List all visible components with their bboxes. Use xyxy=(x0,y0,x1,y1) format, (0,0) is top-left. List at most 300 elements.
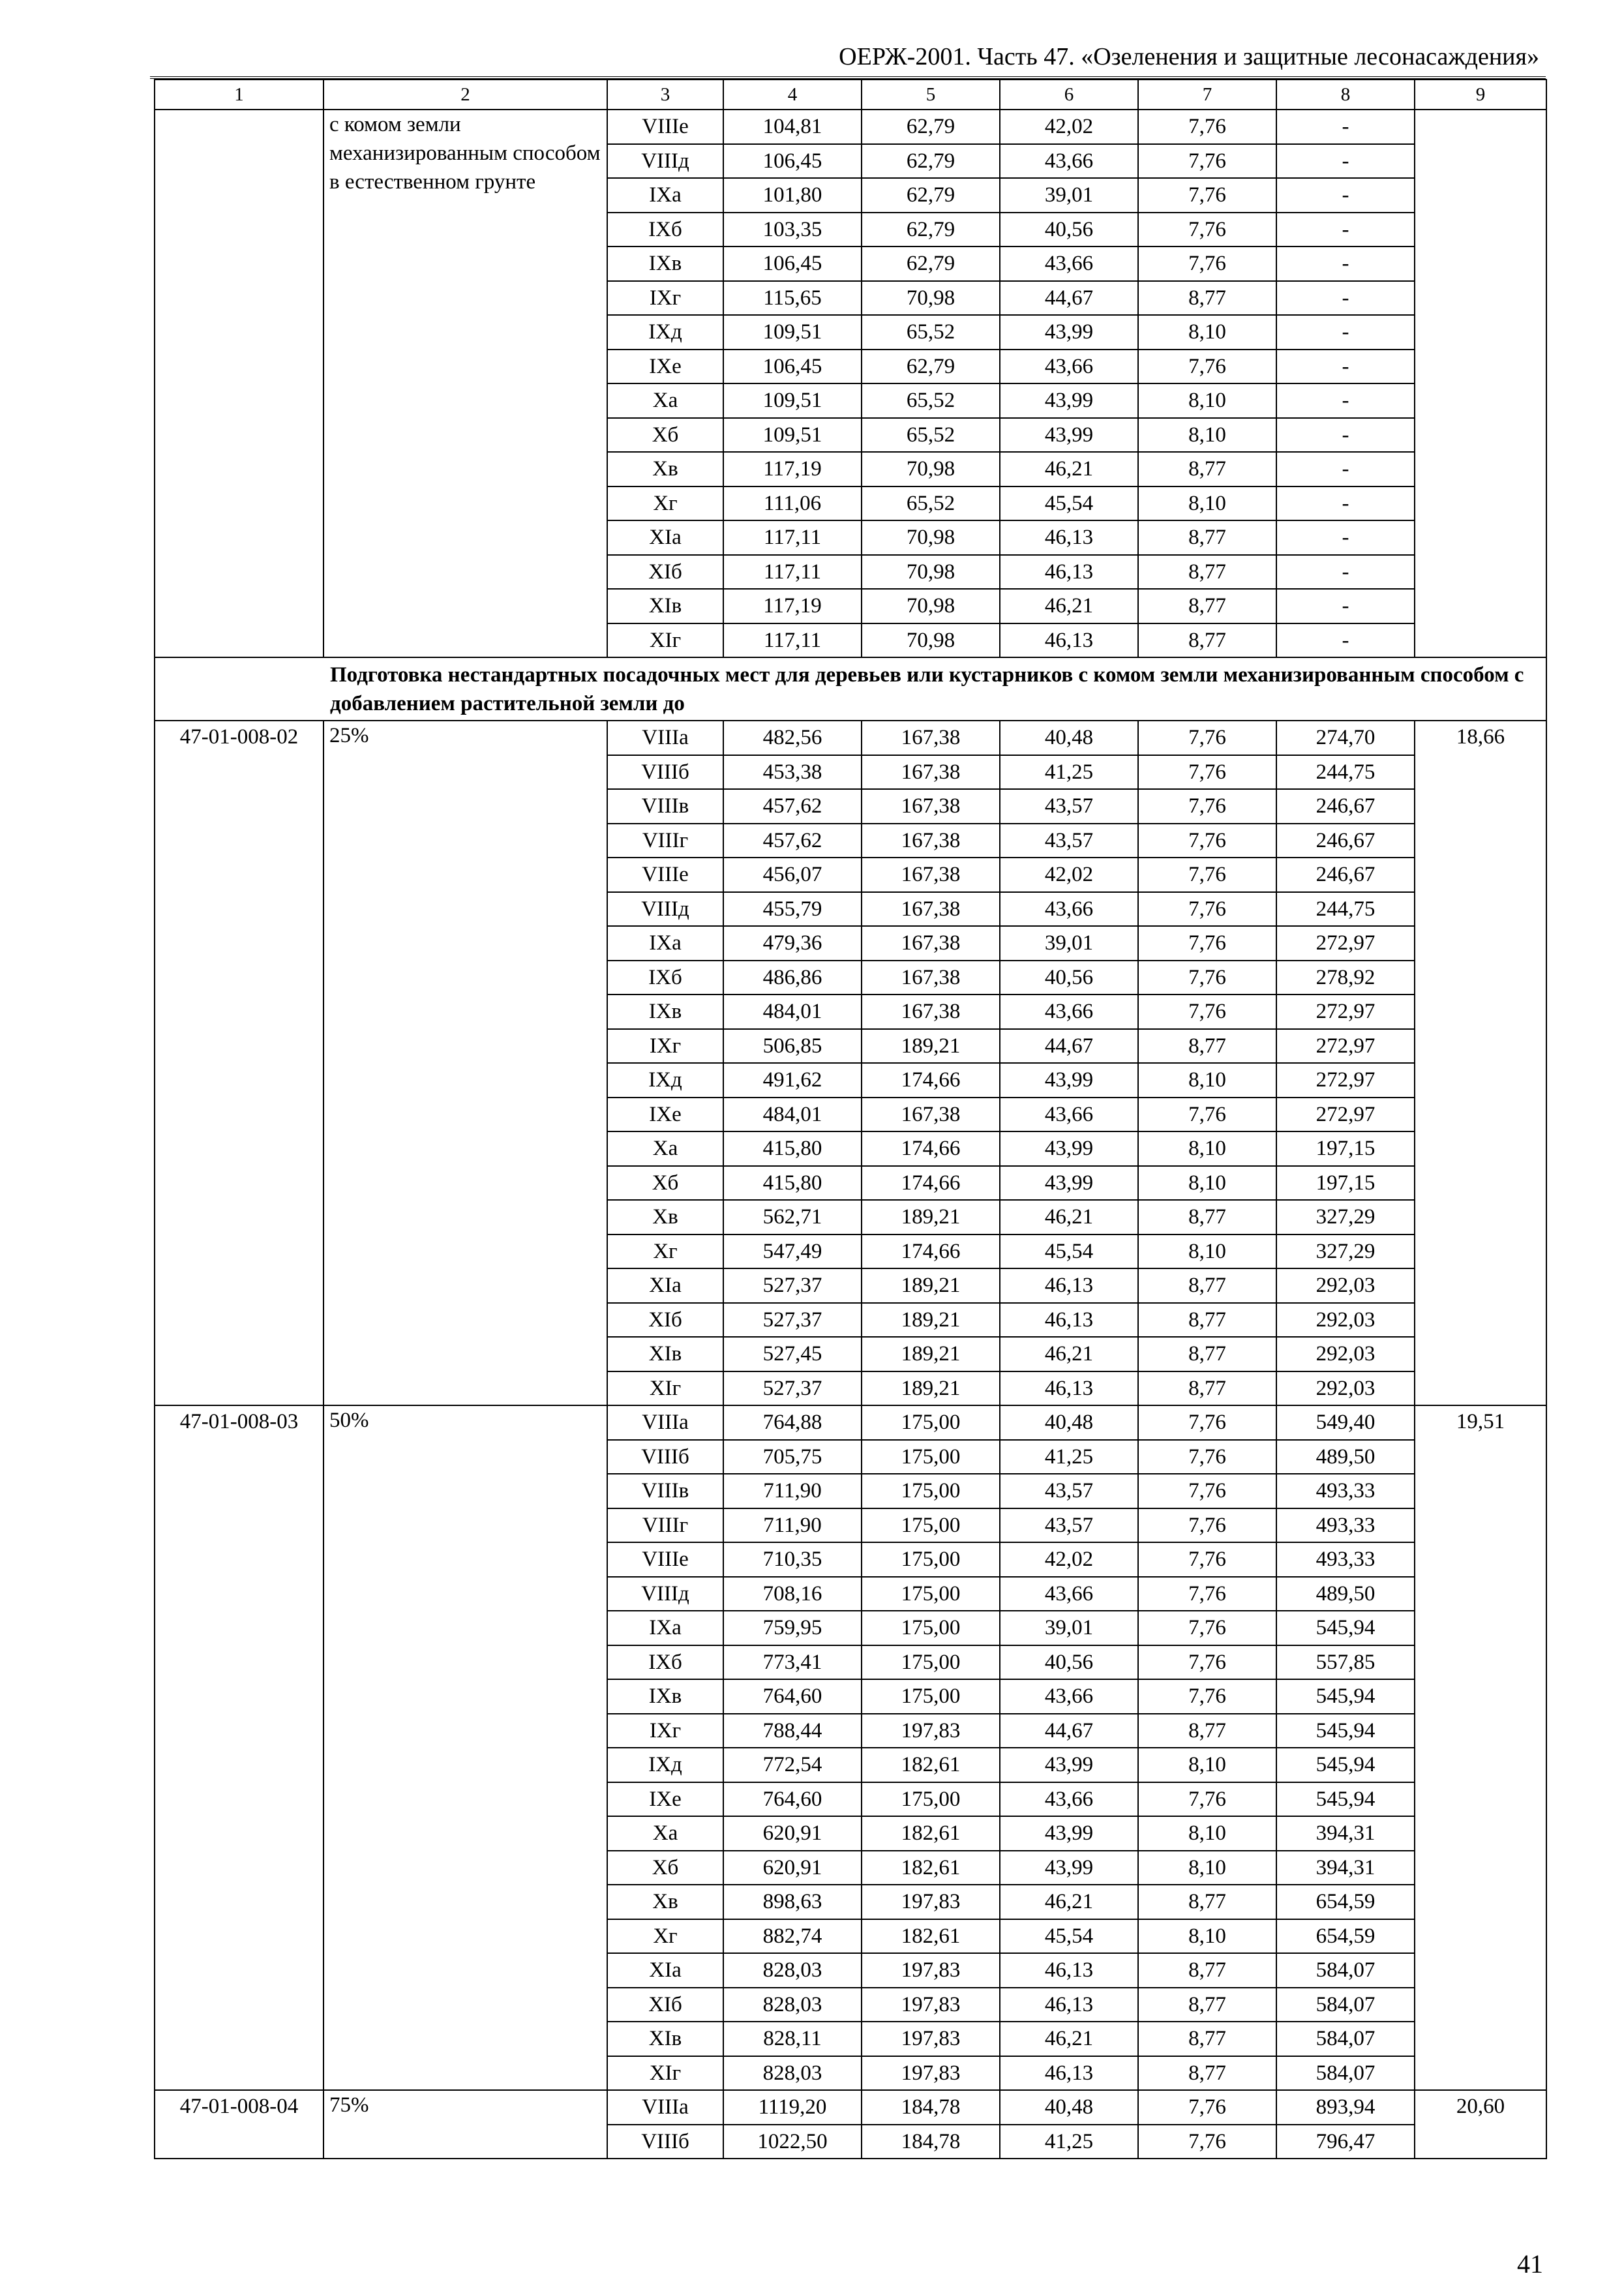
value-cell: 7,76 xyxy=(1138,1098,1276,1132)
value-cell: 109,51 xyxy=(723,315,862,350)
value-cell: 167,38 xyxy=(862,858,1000,892)
name-cell: 25% xyxy=(323,721,607,1405)
value-cell: 8,77 xyxy=(1138,1303,1276,1338)
category-cell: XIв xyxy=(607,589,723,623)
value-cell: 8,77 xyxy=(1138,555,1276,590)
value-cell: 8,10 xyxy=(1138,1919,1276,1954)
value-cell: 41,25 xyxy=(1000,2125,1138,2159)
value-cell: 182,61 xyxy=(862,1851,1000,1885)
value-cell: 8,10 xyxy=(1138,418,1276,453)
value-cell: 62,79 xyxy=(862,247,1000,281)
category-cell: VIIIа xyxy=(607,2090,723,2125)
category-cell: XIв xyxy=(607,1337,723,1371)
value-cell: 394,31 xyxy=(1276,1851,1415,1885)
value-cell: 493,33 xyxy=(1276,1542,1415,1577)
value-cell: 182,61 xyxy=(862,1919,1000,1954)
value-cell: 65,52 xyxy=(862,418,1000,453)
column-header: 4 xyxy=(723,80,862,110)
value-cell: - xyxy=(1276,213,1415,247)
value-cell: 278,92 xyxy=(1276,961,1415,995)
value-cell: 197,83 xyxy=(862,2056,1000,2091)
value-cell: 117,19 xyxy=(723,589,862,623)
value-cell: 394,31 xyxy=(1276,1816,1415,1851)
value-cell: 8,10 xyxy=(1138,1131,1276,1166)
value-cell: 109,51 xyxy=(723,418,862,453)
value-cell: 547,49 xyxy=(723,1234,862,1269)
value-cell: 43,99 xyxy=(1000,1063,1138,1098)
value-cell: 41,25 xyxy=(1000,1440,1138,1474)
value-cell: 292,03 xyxy=(1276,1268,1415,1303)
value-cell: 197,83 xyxy=(862,1885,1000,1919)
value-cell: 65,52 xyxy=(862,383,1000,418)
value-cell: 484,01 xyxy=(723,1098,862,1132)
value-cell: 272,97 xyxy=(1276,1098,1415,1132)
value-cell: 189,21 xyxy=(862,1268,1000,1303)
value-cell: 584,07 xyxy=(1276,2056,1415,2091)
value-cell: 708,16 xyxy=(723,1577,862,1611)
value-cell: 8,10 xyxy=(1138,1063,1276,1098)
value-cell: 167,38 xyxy=(862,995,1000,1029)
column-header: 6 xyxy=(1000,80,1138,110)
category-cell: VIIIб xyxy=(607,1440,723,1474)
value-cell: 197,83 xyxy=(862,1988,1000,2022)
value-cell: 42,02 xyxy=(1000,858,1138,892)
value-cell: 244,75 xyxy=(1276,892,1415,927)
value-cell: 62,79 xyxy=(862,110,1000,144)
value-cell: 43,66 xyxy=(1000,1679,1138,1714)
value-cell: 8,77 xyxy=(1138,2056,1276,2091)
value-cell: 7,76 xyxy=(1138,1782,1276,1817)
value-cell: 292,03 xyxy=(1276,1371,1415,1406)
value-cell: 8,10 xyxy=(1138,486,1276,521)
value-cell: 244,75 xyxy=(1276,755,1415,790)
running-header xyxy=(150,36,1546,79)
category-cell: IXв xyxy=(607,1679,723,1714)
value-cell: 117,11 xyxy=(723,520,862,555)
value-cell: 246,67 xyxy=(1276,824,1415,858)
value-cell: 711,90 xyxy=(723,1508,862,1543)
category-cell: Xб xyxy=(607,418,723,453)
value-cell: 109,51 xyxy=(723,383,862,418)
value-cell: 40,56 xyxy=(1000,1645,1138,1680)
value-cell: 46,13 xyxy=(1000,1953,1138,1988)
value-cell: 486,86 xyxy=(723,961,862,995)
value-cell: 7,76 xyxy=(1138,2090,1276,2125)
value-cell: 7,76 xyxy=(1138,892,1276,927)
value-cell: 7,76 xyxy=(1138,213,1276,247)
value-cell: 46,21 xyxy=(1000,1337,1138,1371)
value-cell: 527,37 xyxy=(723,1371,862,1406)
value-cell: 46,13 xyxy=(1000,1303,1138,1338)
value-cell: 101,80 xyxy=(723,178,862,213)
value-cell: 45,54 xyxy=(1000,486,1138,521)
category-cell: Xг xyxy=(607,1234,723,1269)
value-cell: 8,77 xyxy=(1138,520,1276,555)
value-cell: 40,56 xyxy=(1000,961,1138,995)
column-header: 3 xyxy=(607,80,723,110)
value-cell: 8,77 xyxy=(1138,623,1276,658)
value-cell: 7,76 xyxy=(1138,1542,1276,1577)
category-cell: Xб xyxy=(607,1851,723,1885)
value-cell: - xyxy=(1276,383,1415,418)
value-cell: 8,10 xyxy=(1138,1166,1276,1201)
value-cell: 175,00 xyxy=(862,1542,1000,1577)
value-cell: 189,21 xyxy=(862,1303,1000,1338)
value-cell: 167,38 xyxy=(862,721,1000,755)
value-cell: 46,13 xyxy=(1000,623,1138,658)
value-cell: 44,67 xyxy=(1000,1714,1138,1748)
value-cell: 62,79 xyxy=(862,350,1000,384)
value-cell: 8,77 xyxy=(1138,2022,1276,2056)
value-cell: 457,62 xyxy=(723,824,862,858)
value-cell: 8,77 xyxy=(1138,589,1276,623)
category-cell: XIб xyxy=(607,1988,723,2022)
value-cell: 7,76 xyxy=(1138,961,1276,995)
column-header: 5 xyxy=(862,80,1000,110)
value-cell: 103,35 xyxy=(723,213,862,247)
value-cell: 7,76 xyxy=(1138,721,1276,755)
value-cell: 43,66 xyxy=(1000,1098,1138,1132)
value-cell: 197,83 xyxy=(862,1953,1000,1988)
category-cell: Xа xyxy=(607,383,723,418)
value-cell: 197,83 xyxy=(862,2022,1000,2056)
value-cell: 43,99 xyxy=(1000,1166,1138,1201)
value-cell: 7,76 xyxy=(1138,1440,1276,1474)
value-cell: - xyxy=(1276,418,1415,453)
value-cell: 8,77 xyxy=(1138,1988,1276,2022)
name-cell: 50% xyxy=(323,1405,607,2090)
code-cell: 47-01-008-02 xyxy=(155,721,323,1405)
category-cell: XIб xyxy=(607,1303,723,1338)
value-cell: 8,77 xyxy=(1138,1029,1276,1064)
value-cell: 43,66 xyxy=(1000,247,1138,281)
value-cell: 7,76 xyxy=(1138,824,1276,858)
value-cell: 7,76 xyxy=(1138,1679,1276,1714)
value-cell: 43,99 xyxy=(1000,1851,1138,1885)
name-cell: 75% xyxy=(323,2090,607,2159)
value-cell: 7,76 xyxy=(1138,178,1276,213)
value-cell: 184,78 xyxy=(862,2125,1000,2159)
total-cell xyxy=(1415,110,1546,657)
value-cell: 893,94 xyxy=(1276,2090,1415,2125)
value-cell: 489,50 xyxy=(1276,1440,1415,1474)
value-cell: - xyxy=(1276,623,1415,658)
value-cell: 182,61 xyxy=(862,1816,1000,1851)
category-cell: IXа xyxy=(607,1611,723,1645)
value-cell: - xyxy=(1276,281,1415,316)
value-cell: 167,38 xyxy=(862,824,1000,858)
category-cell: IXа xyxy=(607,926,723,961)
value-cell: 527,45 xyxy=(723,1337,862,1371)
total-cell: 18,66 xyxy=(1415,721,1546,1405)
value-cell: 189,21 xyxy=(862,1337,1000,1371)
value-cell: 39,01 xyxy=(1000,178,1138,213)
value-cell: 456,07 xyxy=(723,858,862,892)
value-cell: 197,83 xyxy=(862,1714,1000,1748)
category-cell: XIа xyxy=(607,520,723,555)
value-cell: 1119,20 xyxy=(723,2090,862,2125)
value-cell: 7,76 xyxy=(1138,1577,1276,1611)
category-cell: XIг xyxy=(607,2056,723,2091)
value-cell: 620,91 xyxy=(723,1816,862,1851)
value-cell: 189,21 xyxy=(862,1200,1000,1234)
value-cell: 545,94 xyxy=(1276,1748,1415,1782)
section-title: Подготовка нестандартных посадочных мест для деревьев или кустарников с комом земли механизированным способом с добавлением растительной земли до xyxy=(155,657,1546,721)
value-cell: 8,77 xyxy=(1138,1714,1276,1748)
category-cell: IXб xyxy=(607,1645,723,1680)
value-cell: 545,94 xyxy=(1276,1679,1415,1714)
value-cell: 292,03 xyxy=(1276,1303,1415,1338)
value-cell: 8,10 xyxy=(1138,1234,1276,1269)
value-cell: 7,76 xyxy=(1138,247,1276,281)
value-cell: 70,98 xyxy=(862,452,1000,486)
category-cell: IXд xyxy=(607,1063,723,1098)
value-cell: 44,67 xyxy=(1000,1029,1138,1064)
value-cell: 189,21 xyxy=(862,1371,1000,1406)
category-cell: IXв xyxy=(607,995,723,1029)
value-cell: 7,76 xyxy=(1138,858,1276,892)
value-cell: 174,66 xyxy=(862,1234,1000,1269)
column-header: 1 xyxy=(155,80,323,110)
category-cell: IXе xyxy=(607,1098,723,1132)
code-cell: 47-01-008-03 xyxy=(155,1405,323,2090)
value-cell: 654,59 xyxy=(1276,1885,1415,1919)
value-cell: 175,00 xyxy=(862,1405,1000,1440)
category-cell: VIIIа xyxy=(607,1405,723,1440)
value-cell: 46,13 xyxy=(1000,1988,1138,2022)
value-cell: 710,35 xyxy=(723,1542,862,1577)
value-cell: 549,40 xyxy=(1276,1405,1415,1440)
category-cell: XIв xyxy=(607,2022,723,2056)
value-cell: 545,94 xyxy=(1276,1714,1415,1748)
category-cell: Xг xyxy=(607,1919,723,1954)
value-cell: 70,98 xyxy=(862,555,1000,590)
value-cell: 175,00 xyxy=(862,1508,1000,1543)
value-cell: 828,03 xyxy=(723,1988,862,2022)
value-cell: 70,98 xyxy=(862,623,1000,658)
value-cell: 772,54 xyxy=(723,1748,862,1782)
value-cell: 62,79 xyxy=(862,213,1000,247)
category-cell: IXб xyxy=(607,213,723,247)
code-cell xyxy=(155,110,323,657)
value-cell: 8,10 xyxy=(1138,1816,1276,1851)
value-cell: 42,02 xyxy=(1000,1542,1138,1577)
value-cell: 493,33 xyxy=(1276,1508,1415,1543)
value-cell: 8,77 xyxy=(1138,281,1276,316)
value-cell: 8,77 xyxy=(1138,1268,1276,1303)
section-row xyxy=(155,657,1546,721)
value-cell: 46,13 xyxy=(1000,520,1138,555)
table-row xyxy=(155,721,1546,755)
category-cell: VIIIд xyxy=(607,144,723,179)
value-cell: 106,45 xyxy=(723,247,862,281)
value-cell: 104,81 xyxy=(723,110,862,144)
table-row xyxy=(155,110,1546,144)
value-cell: 167,38 xyxy=(862,892,1000,927)
value-cell: 174,66 xyxy=(862,1063,1000,1098)
category-cell: Xа xyxy=(607,1131,723,1166)
value-cell: 175,00 xyxy=(862,1440,1000,1474)
value-cell: 43,99 xyxy=(1000,383,1138,418)
value-cell: 43,99 xyxy=(1000,1748,1138,1782)
rates-table xyxy=(154,79,1547,2159)
value-cell: 8,10 xyxy=(1138,1748,1276,1782)
value-cell: 272,97 xyxy=(1276,1029,1415,1064)
value-cell: 43,66 xyxy=(1000,350,1138,384)
category-cell: VIIIе xyxy=(607,1542,723,1577)
value-cell: 7,76 xyxy=(1138,1645,1276,1680)
category-cell: IXв xyxy=(607,247,723,281)
category-cell: Xб xyxy=(607,1166,723,1201)
value-cell: 175,00 xyxy=(862,1645,1000,1680)
value-cell: - xyxy=(1276,315,1415,350)
value-cell: 8,10 xyxy=(1138,1851,1276,1885)
value-cell: 562,71 xyxy=(723,1200,862,1234)
value-cell: 415,80 xyxy=(723,1131,862,1166)
value-cell: - xyxy=(1276,144,1415,179)
category-cell: IXд xyxy=(607,1748,723,1782)
category-cell: VIIIб xyxy=(607,2125,723,2159)
value-cell: 764,88 xyxy=(723,1405,862,1440)
value-cell: 43,99 xyxy=(1000,1131,1138,1166)
value-cell: 43,99 xyxy=(1000,315,1138,350)
value-cell: 8,77 xyxy=(1138,1953,1276,1988)
value-cell: 7,76 xyxy=(1138,995,1276,1029)
value-cell: 292,03 xyxy=(1276,1337,1415,1371)
value-cell: 479,36 xyxy=(723,926,862,961)
value-cell: 8,77 xyxy=(1138,1200,1276,1234)
category-cell: IXб xyxy=(607,961,723,995)
value-cell: 41,25 xyxy=(1000,755,1138,790)
column-header: 9 xyxy=(1415,80,1546,110)
value-cell: 46,21 xyxy=(1000,452,1138,486)
value-cell: 43,66 xyxy=(1000,1782,1138,1817)
value-cell: 545,94 xyxy=(1276,1611,1415,1645)
value-cell: 43,99 xyxy=(1000,1816,1138,1851)
value-cell: 175,00 xyxy=(862,1474,1000,1508)
value-cell: 167,38 xyxy=(862,961,1000,995)
table-body xyxy=(155,110,1546,2159)
value-cell: 898,63 xyxy=(723,1885,862,1919)
value-cell: 62,79 xyxy=(862,178,1000,213)
value-cell: 175,00 xyxy=(862,1782,1000,1817)
value-cell: 584,07 xyxy=(1276,1988,1415,2022)
value-cell: 167,38 xyxy=(862,1098,1000,1132)
value-cell: 654,59 xyxy=(1276,1919,1415,1954)
value-cell: 43,66 xyxy=(1000,892,1138,927)
value-cell: 175,00 xyxy=(862,1577,1000,1611)
value-cell: 44,67 xyxy=(1000,281,1138,316)
category-cell: IXе xyxy=(607,350,723,384)
value-cell: 46,21 xyxy=(1000,1885,1138,1919)
category-cell: XIа xyxy=(607,1953,723,1988)
value-cell: 46,13 xyxy=(1000,1371,1138,1406)
value-cell: 65,52 xyxy=(862,486,1000,521)
category-cell: XIа xyxy=(607,1268,723,1303)
value-cell: 7,76 xyxy=(1138,1611,1276,1645)
value-cell: - xyxy=(1276,486,1415,521)
value-cell: 828,03 xyxy=(723,1953,862,1988)
value-cell: 106,45 xyxy=(723,350,862,384)
value-cell: 117,11 xyxy=(723,623,862,658)
value-cell: 8,77 xyxy=(1138,1885,1276,1919)
value-cell: 175,00 xyxy=(862,1679,1000,1714)
value-cell: 46,21 xyxy=(1000,589,1138,623)
value-cell: 197,15 xyxy=(1276,1166,1415,1201)
value-cell: 828,03 xyxy=(723,2056,862,2091)
value-cell: 327,29 xyxy=(1276,1234,1415,1269)
value-cell: 506,85 xyxy=(723,1029,862,1064)
value-cell: 117,11 xyxy=(723,555,862,590)
value-cell: 43,57 xyxy=(1000,824,1138,858)
value-cell: 117,19 xyxy=(723,452,862,486)
value-cell: 115,65 xyxy=(723,281,862,316)
value-cell: 8,77 xyxy=(1138,1371,1276,1406)
category-cell: IXг xyxy=(607,1029,723,1064)
category-cell: IXг xyxy=(607,1714,723,1748)
category-cell: Xв xyxy=(607,1885,723,1919)
name-cell: с комом земли механизированным способом в естественном грунте xyxy=(323,110,607,657)
value-cell: 42,02 xyxy=(1000,110,1138,144)
category-cell: VIIIв xyxy=(607,1474,723,1508)
value-cell: 39,01 xyxy=(1000,926,1138,961)
value-cell: 43,66 xyxy=(1000,144,1138,179)
value-cell: 39,01 xyxy=(1000,1611,1138,1645)
value-cell: 43,99 xyxy=(1000,418,1138,453)
value-cell: 70,98 xyxy=(862,281,1000,316)
value-cell: 43,66 xyxy=(1000,1577,1138,1611)
header-title: ОЕРЖ-2001. Часть 47. «Озеленения и защитные лесонасаждения» xyxy=(839,43,1539,70)
value-cell: 70,98 xyxy=(862,520,1000,555)
value-cell: 882,74 xyxy=(723,1919,862,1954)
code-cell: 47-01-008-04 xyxy=(155,2090,323,2159)
value-cell: 327,29 xyxy=(1276,1200,1415,1234)
value-cell: 43,66 xyxy=(1000,995,1138,1029)
value-cell: 7,76 xyxy=(1138,755,1276,790)
value-cell: 7,76 xyxy=(1138,350,1276,384)
value-cell: 272,97 xyxy=(1276,1063,1415,1098)
value-cell: 415,80 xyxy=(723,1166,862,1201)
value-cell: 272,97 xyxy=(1276,995,1415,1029)
total-cell: 19,51 xyxy=(1415,1405,1546,2090)
value-cell: 489,50 xyxy=(1276,1577,1415,1611)
value-cell: 189,21 xyxy=(862,1029,1000,1064)
value-cell: 7,76 xyxy=(1138,926,1276,961)
value-cell: 788,44 xyxy=(723,1714,862,1748)
value-cell: 7,76 xyxy=(1138,1405,1276,1440)
value-cell: 40,48 xyxy=(1000,721,1138,755)
value-cell: - xyxy=(1276,555,1415,590)
value-cell: 46,21 xyxy=(1000,1200,1138,1234)
value-cell: 557,85 xyxy=(1276,1645,1415,1680)
value-cell: 584,07 xyxy=(1276,2022,1415,2056)
category-cell: XIг xyxy=(607,623,723,658)
value-cell: 272,97 xyxy=(1276,926,1415,961)
value-cell: 167,38 xyxy=(862,926,1000,961)
value-cell: 527,37 xyxy=(723,1303,862,1338)
value-cell: 7,76 xyxy=(1138,789,1276,824)
table-row xyxy=(155,1405,1546,1440)
value-cell: 1022,50 xyxy=(723,2125,862,2159)
value-cell: - xyxy=(1276,520,1415,555)
value-cell: 491,62 xyxy=(723,1063,862,1098)
category-cell: Xг xyxy=(607,486,723,521)
value-cell: 7,76 xyxy=(1138,110,1276,144)
category-cell: VIIIа xyxy=(607,721,723,755)
value-cell: - xyxy=(1276,110,1415,144)
value-cell: 584,07 xyxy=(1276,1953,1415,1988)
value-cell: - xyxy=(1276,350,1415,384)
